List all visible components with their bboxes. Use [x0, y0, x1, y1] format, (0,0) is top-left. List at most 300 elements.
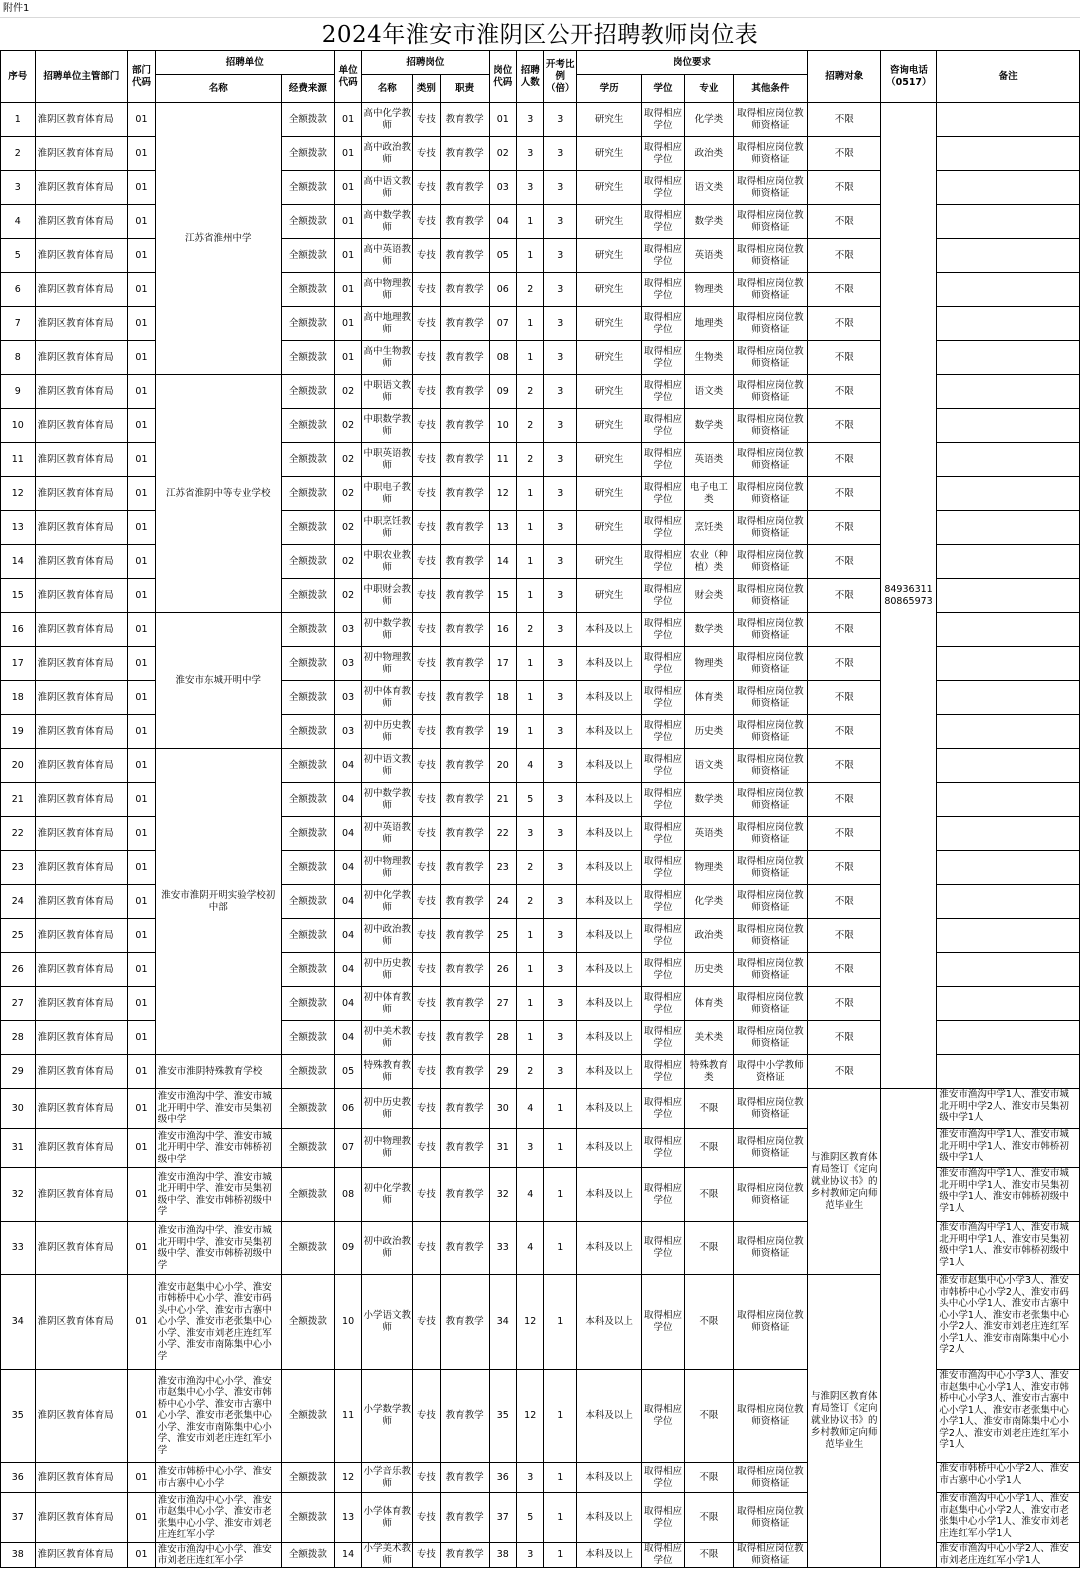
row-dept-code: 01	[128, 919, 155, 953]
row-count: 2	[516, 375, 543, 409]
row-funding: 全额拨款	[281, 885, 334, 919]
row-note	[937, 851, 1080, 885]
row-seq: 3	[1, 171, 36, 205]
row-other: 取得相应岗位教师资格证	[733, 137, 807, 171]
row-target: 不限	[808, 103, 881, 137]
row-degree: 取得相应学位	[642, 1089, 685, 1129]
header-note: 备注	[937, 51, 1080, 103]
row-dept-code: 01	[128, 1168, 155, 1222]
row-unit-code: 04	[334, 749, 361, 783]
row-count: 4	[516, 1089, 543, 1129]
row-education: 本科及以上	[577, 953, 642, 987]
row-dept-code: 01	[128, 1222, 155, 1275]
row-major: 化学类	[684, 885, 733, 919]
row-unit-name: 淮安市渔沟中学、淮安市城北开明中学、淮安市韩桥初级中学	[155, 1129, 281, 1168]
row-other: 取得相应岗位教师资格证	[733, 307, 807, 341]
row-major: 语文类	[684, 375, 733, 409]
row-education: 研究生	[577, 239, 642, 273]
row-target: 不限	[808, 341, 881, 375]
row-degree: 取得相应学位	[642, 239, 685, 273]
row-count: 1	[516, 681, 543, 715]
row-seq: 26	[1, 953, 36, 987]
table-header	[1, 51, 1080, 103]
row-ratio: 3	[544, 987, 577, 1021]
row-ratio: 3	[544, 375, 577, 409]
row-dept-code: 01	[128, 1463, 155, 1493]
row-funding: 全额拨款	[281, 477, 334, 511]
row-note	[937, 885, 1080, 919]
row-major: 历史类	[684, 715, 733, 749]
row-seq: 17	[1, 647, 36, 681]
row-duty: 教育教学	[440, 1168, 489, 1222]
row-major: 物理类	[684, 647, 733, 681]
row-count: 2	[516, 443, 543, 477]
row-count: 5	[516, 1493, 543, 1543]
row-funding: 全额拨款	[281, 1055, 334, 1089]
row-target: 与淮阴区教育体育局签订《定向就业协议书》的乡村教师定向师范毕业生	[808, 1089, 881, 1275]
row-target: 不限	[808, 715, 881, 749]
row-major: 数学类	[684, 613, 733, 647]
row-post-name: 中职数学教师	[362, 409, 413, 443]
row-post-type: 专技	[413, 205, 440, 239]
row-major: 不限	[684, 1463, 733, 1493]
row-unit-name: 淮安市渔沟中心小学、淮安市赵集中心小学、淮安市韩桥中心小学、淮安市古寨中心小学、淮安市老张集中心小学、淮安市南陈集中心小学、淮安市刘老庄连红军小学	[155, 1370, 281, 1463]
row-post-name: 高中物理教师	[362, 273, 413, 307]
row-major: 物理类	[684, 851, 733, 885]
row-target: 不限	[808, 817, 881, 851]
row-dept: 淮阴区教育体育局	[35, 783, 128, 817]
row-post-name: 初中历史教师	[362, 715, 413, 749]
row-post-name: 初中英语教师	[362, 817, 413, 851]
row-seq: 8	[1, 341, 36, 375]
row-major: 不限	[684, 1493, 733, 1543]
row-count: 2	[516, 613, 543, 647]
row-note	[937, 375, 1080, 409]
row-duty: 教育教学	[440, 375, 489, 409]
row-post-name: 初中物理教师	[362, 851, 413, 885]
row-dept-code: 01	[128, 749, 155, 783]
row-degree: 取得相应学位	[642, 613, 685, 647]
row-ratio: 1	[544, 1493, 577, 1543]
row-education: 研究生	[577, 443, 642, 477]
row-duty: 教育教学	[440, 1129, 489, 1168]
row-post-code: 05	[489, 239, 516, 273]
row-dept: 淮阴区教育体育局	[35, 851, 128, 885]
row-note	[937, 919, 1080, 953]
row-note	[937, 715, 1080, 749]
row-post-code: 02	[489, 137, 516, 171]
row-post-code: 37	[489, 1493, 516, 1543]
row-post-code: 23	[489, 851, 516, 885]
row-major: 美术类	[684, 1021, 733, 1055]
row-target: 不限	[808, 545, 881, 579]
row-unit-code: 01	[334, 137, 361, 171]
row-count: 3	[516, 1463, 543, 1493]
row-post-code: 06	[489, 273, 516, 307]
row-other: 取得相应岗位教师资格证	[733, 987, 807, 1021]
row-education: 本科及以上	[577, 1222, 642, 1275]
row-target: 不限	[808, 273, 881, 307]
page-title: 2024年淮安市淮阴区公开招聘教师岗位表	[321, 22, 759, 48]
row-major: 数学类	[684, 205, 733, 239]
row-dept-code: 01	[128, 579, 155, 613]
row-unit-code: 04	[334, 953, 361, 987]
row-post-type: 专技	[413, 477, 440, 511]
row-other: 取得相应岗位教师资格证	[733, 749, 807, 783]
row-other: 取得相应岗位教师资格证	[733, 851, 807, 885]
row-ratio: 3	[544, 545, 577, 579]
row-ratio: 3	[544, 1055, 577, 1089]
row-post-type: 专技	[413, 511, 440, 545]
row-target: 不限	[808, 511, 881, 545]
row-count: 1	[516, 511, 543, 545]
row-post-name: 高中地理教师	[362, 307, 413, 341]
row-duty: 教育教学	[440, 307, 489, 341]
row-note	[937, 307, 1080, 341]
row-duty: 教育教学	[440, 511, 489, 545]
row-seq: 22	[1, 817, 36, 851]
row-dept-code: 01	[128, 375, 155, 409]
row-post-code: 09	[489, 375, 516, 409]
row-seq: 29	[1, 1055, 36, 1089]
row-post-name: 初中历史教师	[362, 953, 413, 987]
row-post-type: 专技	[413, 137, 440, 171]
row-count: 4	[516, 749, 543, 783]
row-ratio: 1	[544, 1543, 577, 1568]
row-post-code: 22	[489, 817, 516, 851]
row-major: 语文类	[684, 171, 733, 205]
row-post-code: 25	[489, 919, 516, 953]
row-funding: 全额拨款	[281, 307, 334, 341]
header-unit-code: 单位代码	[334, 51, 361, 103]
row-other: 取得相应岗位教师资格证	[733, 1275, 807, 1370]
row-seq: 13	[1, 511, 36, 545]
row-post-name: 初中历史教师	[362, 1089, 413, 1129]
row-count: 4	[516, 1168, 543, 1222]
row-dept: 淮阴区教育体育局	[35, 273, 128, 307]
row-degree: 取得相应学位	[642, 647, 685, 681]
row-major: 语文类	[684, 749, 733, 783]
row-note	[937, 613, 1080, 647]
row-degree: 取得相应学位	[642, 1129, 685, 1168]
row-education: 本科及以上	[577, 1089, 642, 1129]
row-duty: 教育教学	[440, 103, 489, 137]
row-degree: 取得相应学位	[642, 1370, 685, 1463]
row-unit-name: 江苏省淮阴中等专业学校	[155, 375, 281, 613]
row-unit-code: 09	[334, 1222, 361, 1275]
row-post-type: 专技	[413, 171, 440, 205]
row-duty: 教育教学	[440, 1222, 489, 1275]
row-education: 本科及以上	[577, 715, 642, 749]
row-duty: 教育教学	[440, 1055, 489, 1089]
row-note	[937, 511, 1080, 545]
row-post-name: 小学体育教师	[362, 1493, 413, 1543]
row-post-name: 初中数学教师	[362, 613, 413, 647]
row-duty: 教育教学	[440, 171, 489, 205]
row-dept: 淮阴区教育体育局	[35, 885, 128, 919]
row-post-code: 34	[489, 1275, 516, 1370]
row-major: 政治类	[684, 137, 733, 171]
row-other: 取得相应岗位教师资格证	[733, 1493, 807, 1543]
row-major: 不限	[684, 1543, 733, 1568]
row-note: 淮安市渔沟中学1人、淮安市城北开明中学1人、淮安市韩桥初级中学1人	[937, 1129, 1080, 1168]
row-dept: 淮阴区教育体育局	[35, 987, 128, 1021]
row-ratio: 1	[544, 1275, 577, 1370]
row-ratio: 1	[544, 1370, 577, 1463]
row-target: 不限	[808, 681, 881, 715]
row-duty: 教育教学	[440, 579, 489, 613]
row-dept: 淮阴区教育体育局	[35, 1275, 128, 1370]
row-major: 英语类	[684, 443, 733, 477]
row-education: 本科及以上	[577, 1168, 642, 1222]
row-ratio: 3	[544, 715, 577, 749]
row-dept: 淮阴区教育体育局	[35, 1493, 128, 1543]
row-note	[937, 579, 1080, 613]
row-duty: 教育教学	[440, 817, 489, 851]
row-dept: 淮阴区教育体育局	[35, 613, 128, 647]
row-duty: 教育教学	[440, 715, 489, 749]
row-dept: 淮阴区教育体育局	[35, 545, 128, 579]
row-major: 化学类	[684, 103, 733, 137]
row-major: 农业（种植）类	[684, 545, 733, 579]
row-note	[937, 103, 1080, 137]
row-duty: 教育教学	[440, 749, 489, 783]
row-degree: 取得相应学位	[642, 273, 685, 307]
row-education: 研究生	[577, 171, 642, 205]
row-target: 不限	[808, 137, 881, 171]
row-degree: 取得相应学位	[642, 579, 685, 613]
recruitment-table	[0, 50, 1080, 1568]
row-seq: 30	[1, 1089, 36, 1129]
row-count: 1	[516, 205, 543, 239]
row-note	[937, 545, 1080, 579]
row-note	[937, 171, 1080, 205]
row-duty: 教育教学	[440, 919, 489, 953]
row-dept-code: 01	[128, 613, 155, 647]
row-dept: 淮阴区教育体育局	[35, 1089, 128, 1129]
row-post-code: 15	[489, 579, 516, 613]
row-other: 取得中小学教师资格证	[733, 1055, 807, 1089]
row-post-type: 专技	[413, 579, 440, 613]
row-target: 不限	[808, 613, 881, 647]
row-ratio: 3	[544, 647, 577, 681]
row-dept: 淮阴区教育体育局	[35, 715, 128, 749]
row-seq: 37	[1, 1493, 36, 1543]
row-funding: 全额拨款	[281, 1275, 334, 1370]
row-funding: 全额拨款	[281, 1089, 334, 1129]
row-unit-name: 淮安市淮阴特殊教育学校	[155, 1055, 281, 1089]
row-degree: 取得相应学位	[642, 987, 685, 1021]
row-seq: 7	[1, 307, 36, 341]
row-note: 淮安市渔沟中心小学1人、淮安市赵集中心小学2人、淮安市老张集中心小学1人、淮安市刘老庄连红军小学1人	[937, 1493, 1080, 1543]
row-education: 研究生	[577, 307, 642, 341]
row-note	[937, 273, 1080, 307]
row-ratio: 1	[544, 1168, 577, 1222]
row-unit-name: 淮安市渔沟中心小学、淮安市赵集中心小学、淮安市老张集中心小学、淮安市刘老庄连红军小学	[155, 1493, 281, 1543]
row-post-code: 32	[489, 1168, 516, 1222]
row-unit-code: 01	[334, 273, 361, 307]
row-dept-code: 01	[128, 647, 155, 681]
header-education: 学历	[577, 75, 642, 103]
row-duty: 教育教学	[440, 273, 489, 307]
header-duty: 职责	[440, 75, 489, 103]
row-education: 研究生	[577, 409, 642, 443]
row-funding: 全额拨款	[281, 545, 334, 579]
row-dept: 淮阴区教育体育局	[35, 477, 128, 511]
row-degree: 取得相应学位	[642, 1275, 685, 1370]
row-target: 不限	[808, 409, 881, 443]
row-other: 取得相应岗位教师资格证	[733, 647, 807, 681]
attachment-label: 附件1	[0, 0, 1080, 18]
row-count: 1	[516, 239, 543, 273]
row-post-code: 04	[489, 205, 516, 239]
row-major: 不限	[684, 1222, 733, 1275]
row-target: 不限	[808, 307, 881, 341]
row-degree: 取得相应学位	[642, 307, 685, 341]
row-unit-code: 02	[334, 579, 361, 613]
row-other: 取得相应岗位教师资格证	[733, 477, 807, 511]
row-other: 取得相应岗位教师资格证	[733, 817, 807, 851]
row-seq: 11	[1, 443, 36, 477]
row-ratio: 3	[544, 103, 577, 137]
row-seq: 10	[1, 409, 36, 443]
header-post-code: 岗位代码	[489, 51, 516, 103]
row-count: 3	[516, 1129, 543, 1168]
row-count: 1	[516, 307, 543, 341]
row-ratio: 3	[544, 919, 577, 953]
row-seq: 24	[1, 885, 36, 919]
row-post-name: 初中数学教师	[362, 783, 413, 817]
header-target: 招聘对象	[808, 51, 881, 103]
row-count: 3	[516, 1543, 543, 1568]
row-duty: 教育教学	[440, 1463, 489, 1493]
row-post-name: 初中政治教师	[362, 1222, 413, 1275]
row-note: 淮安市赵集中心小学3人、淮安市韩桥中心小学2人、淮安市码头中心小学1人、淮安市古寨中心小学1人、淮安市老张集中心小学2人、淮安市刘老庄连红军小学1人、淮安市南陈集中心小学2人	[937, 1275, 1080, 1370]
row-count: 2	[516, 885, 543, 919]
row-dept-code: 01	[128, 1493, 155, 1543]
row-seq: 25	[1, 919, 36, 953]
row-note	[937, 341, 1080, 375]
row-target: 不限	[808, 239, 881, 273]
row-count: 1	[516, 545, 543, 579]
row-dept-code: 01	[128, 409, 155, 443]
row-dept: 淮阴区教育体育局	[35, 1463, 128, 1493]
row-post-type: 专技	[413, 851, 440, 885]
row-unit-name: 淮安市渔沟中学、淮安市城北开明中学、淮安市吴集初级中学、淮安市韩桥初级中学	[155, 1222, 281, 1275]
row-duty: 教育教学	[440, 647, 489, 681]
row-major: 不限	[684, 1129, 733, 1168]
row-unit-name: 江苏省淮州中学	[155, 103, 281, 375]
row-duty: 教育教学	[440, 545, 489, 579]
row-funding: 全额拨款	[281, 1370, 334, 1463]
row-education: 本科及以上	[577, 1463, 642, 1493]
row-duty: 教育教学	[440, 409, 489, 443]
row-dept: 淮阴区教育体育局	[35, 1222, 128, 1275]
row-unit-code: 12	[334, 1463, 361, 1493]
row-education: 研究生	[577, 137, 642, 171]
row-post-name: 中职英语教师	[362, 443, 413, 477]
row-ratio: 3	[544, 307, 577, 341]
row-funding: 全额拨款	[281, 375, 334, 409]
row-other: 取得相应岗位教师资格证	[733, 1222, 807, 1275]
row-note	[937, 477, 1080, 511]
row-post-type: 专技	[413, 681, 440, 715]
row-degree: 取得相应学位	[642, 137, 685, 171]
row-other: 取得相应岗位教师资格证	[733, 545, 807, 579]
row-post-name: 初中化学教师	[362, 1168, 413, 1222]
row-post-type: 专技	[413, 783, 440, 817]
row-count: 3	[516, 171, 543, 205]
row-unit-code: 01	[334, 341, 361, 375]
row-count: 12	[516, 1275, 543, 1370]
row-dept-code: 01	[128, 103, 155, 137]
row-post-code: 21	[489, 783, 516, 817]
row-post-type: 专技	[413, 1089, 440, 1129]
row-note	[937, 647, 1080, 681]
row-dept: 淮阴区教育体育局	[35, 171, 128, 205]
row-dept: 淮阴区教育体育局	[35, 103, 128, 137]
row-education: 研究生	[577, 511, 642, 545]
row-education: 本科及以上	[577, 647, 642, 681]
row-dept: 淮阴区教育体育局	[35, 375, 128, 409]
row-degree: 取得相应学位	[642, 409, 685, 443]
row-unit-code: 11	[334, 1370, 361, 1463]
row-post-type: 专技	[413, 647, 440, 681]
row-post-name: 高中语文教师	[362, 171, 413, 205]
row-note: 淮安市韩桥中心小学2人、淮安市古寨中心小学1人	[937, 1463, 1080, 1493]
row-dept-code: 01	[128, 205, 155, 239]
row-post-type: 专技	[413, 1275, 440, 1370]
row-funding: 全额拨款	[281, 919, 334, 953]
row-seq: 32	[1, 1168, 36, 1222]
row-other: 取得相应岗位教师资格证	[733, 409, 807, 443]
row-unit-code: 04	[334, 987, 361, 1021]
row-dept-code: 01	[128, 273, 155, 307]
row-funding: 全额拨款	[281, 409, 334, 443]
row-other: 取得相应岗位教师资格证	[733, 953, 807, 987]
row-major: 体育类	[684, 681, 733, 715]
row-ratio: 3	[544, 613, 577, 647]
row-unit-code: 04	[334, 1021, 361, 1055]
row-seq: 36	[1, 1463, 36, 1493]
table-row	[1, 1089, 1080, 1129]
row-post-code: 28	[489, 1021, 516, 1055]
phone-cell-empty	[881, 1089, 937, 1568]
row-other: 取得相应岗位教师资格证	[733, 103, 807, 137]
row-unit-code: 01	[334, 239, 361, 273]
row-seq: 20	[1, 749, 36, 783]
row-duty: 教育教学	[440, 1493, 489, 1543]
row-ratio: 3	[544, 851, 577, 885]
row-dept-code: 01	[128, 1055, 155, 1089]
row-post-type: 专技	[413, 1463, 440, 1493]
header-funding: 经费来源	[281, 75, 334, 103]
row-target: 不限	[808, 647, 881, 681]
row-degree: 取得相应学位	[642, 1493, 685, 1543]
row-other: 取得相应岗位教师资格证	[733, 1463, 807, 1493]
row-dept-code: 01	[128, 851, 155, 885]
row-post-name: 初中体育教师	[362, 987, 413, 1021]
row-target: 不限	[808, 953, 881, 987]
row-funding: 全额拨款	[281, 1129, 334, 1168]
row-note: 淮安市渔沟中心小学2人、淮安市刘老庄连红军小学1人	[937, 1543, 1080, 1568]
row-major: 不限	[684, 1275, 733, 1370]
row-post-type: 专技	[413, 375, 440, 409]
row-seq: 23	[1, 851, 36, 885]
row-funding: 全额拨款	[281, 579, 334, 613]
row-unit-code: 01	[334, 205, 361, 239]
row-major: 历史类	[684, 953, 733, 987]
